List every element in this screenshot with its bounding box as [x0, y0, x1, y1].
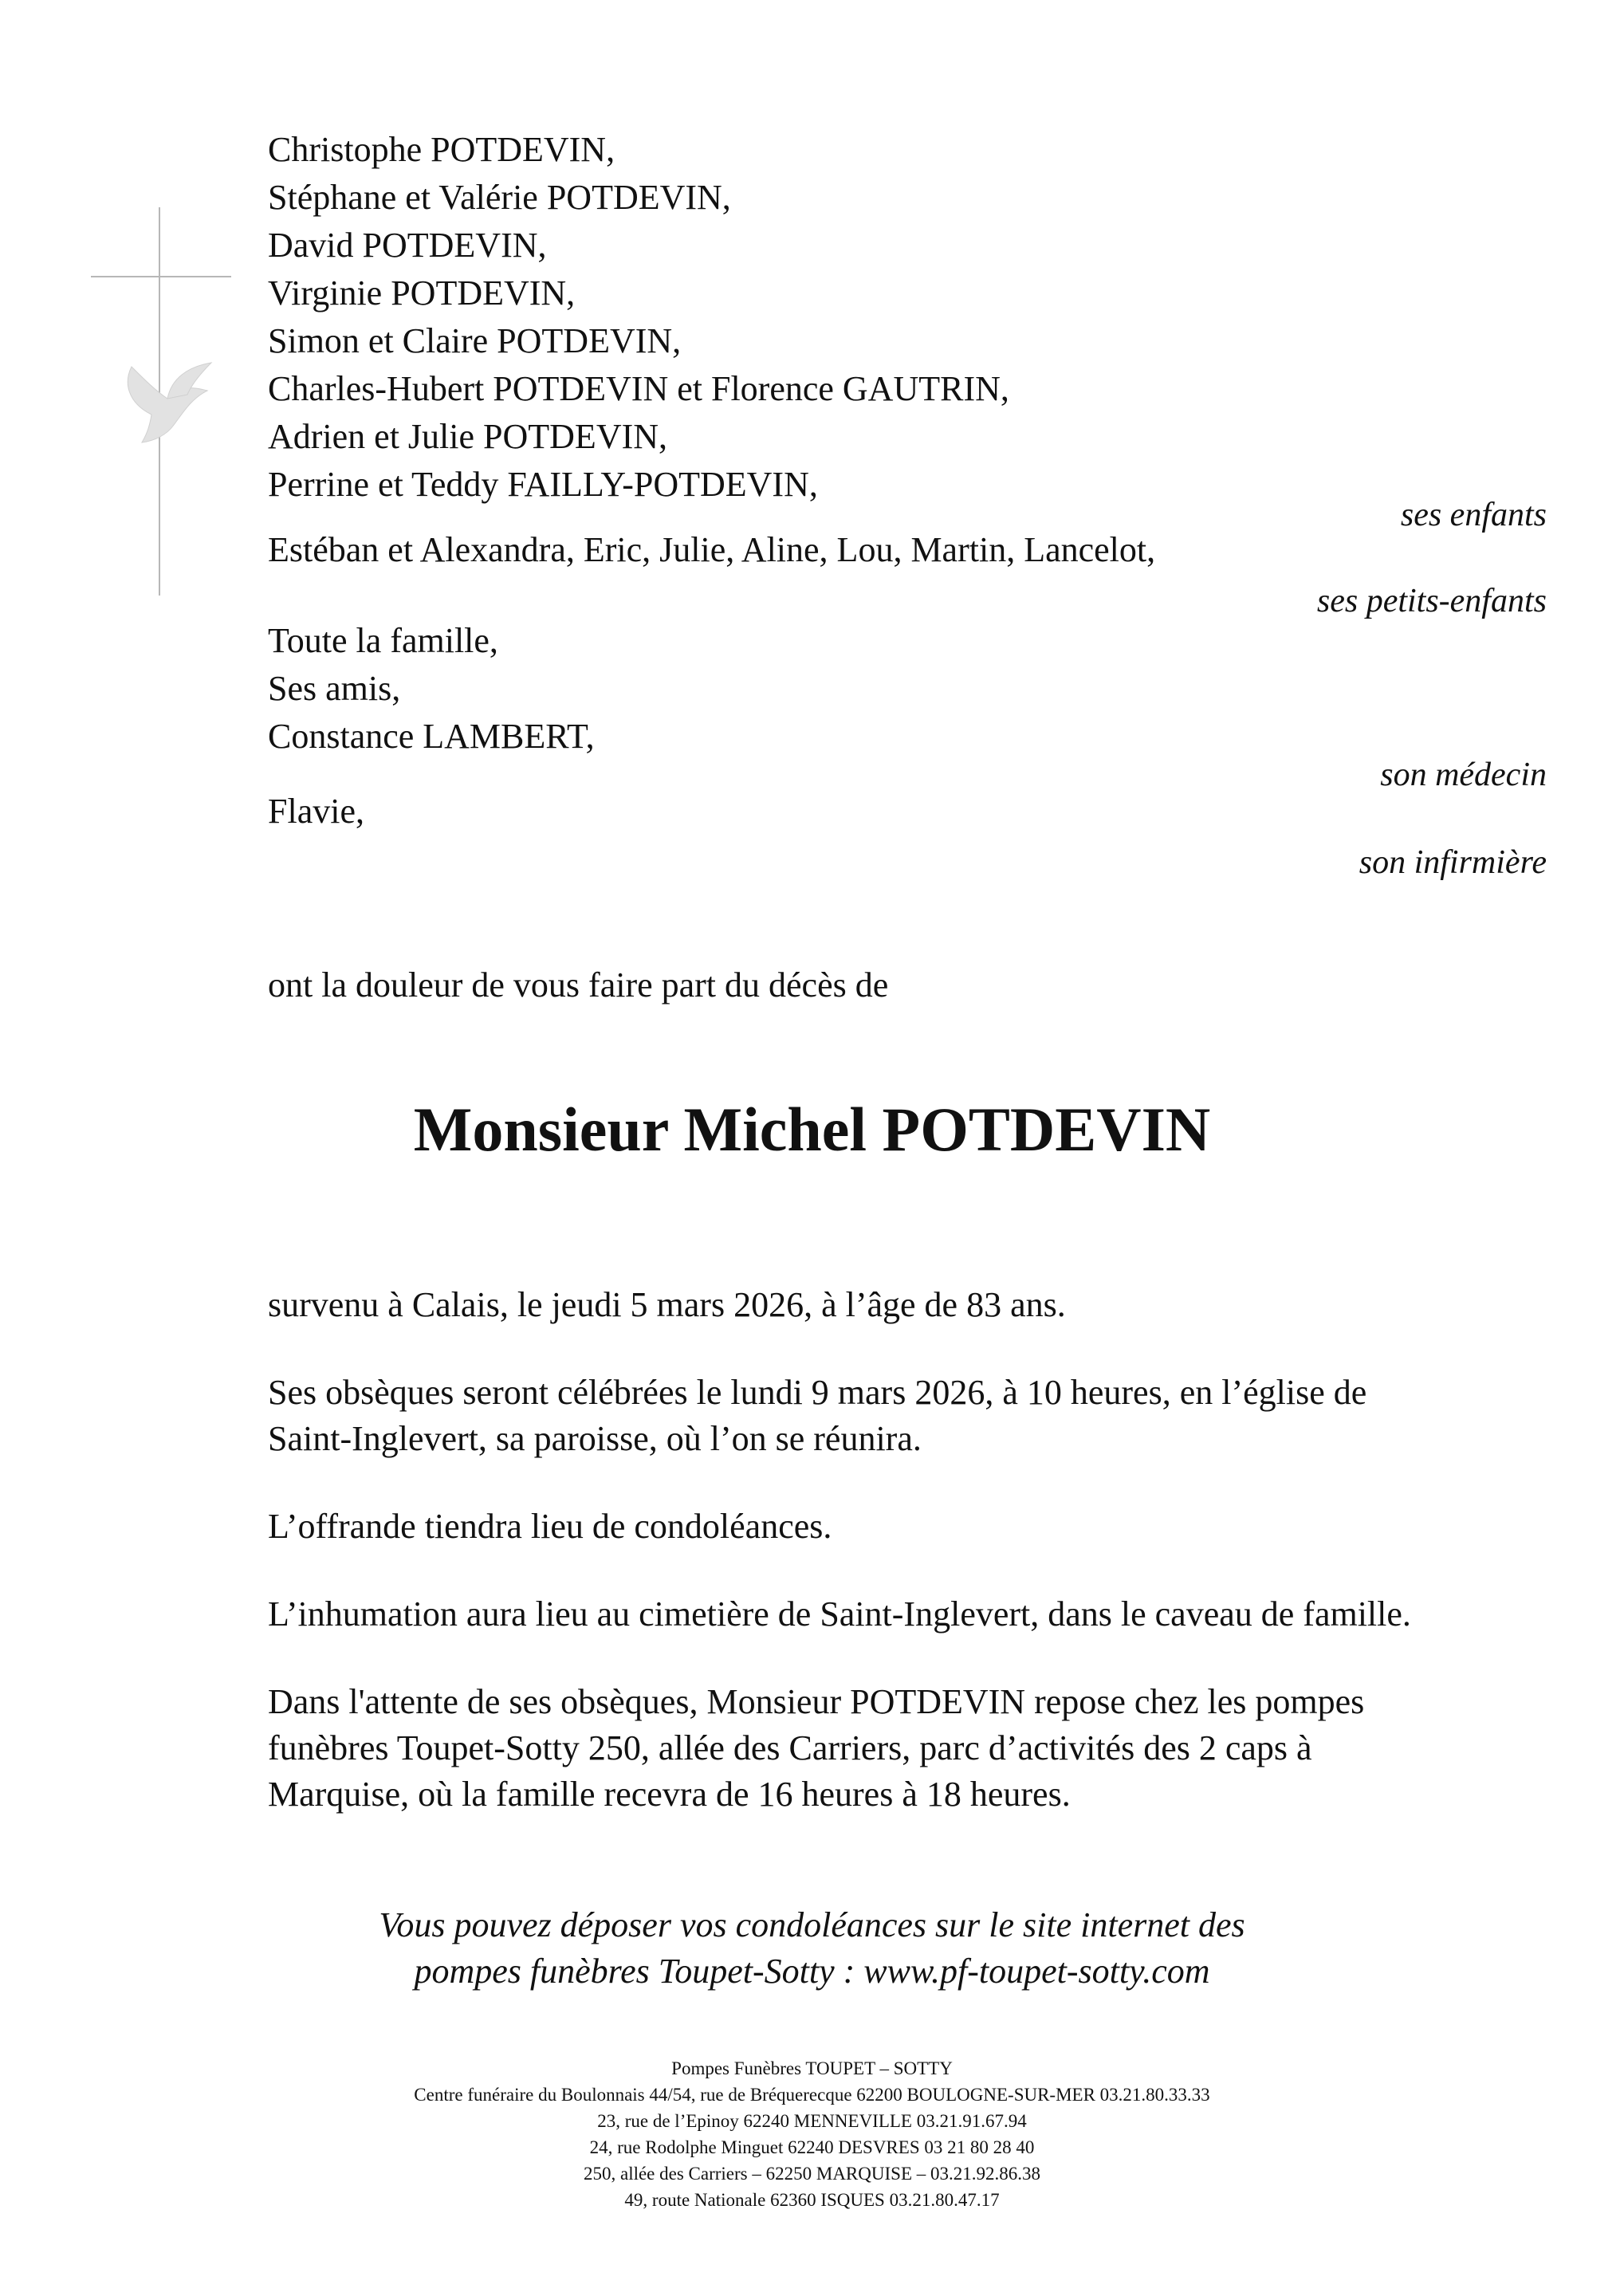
family-child-5: Simon et Claire POTDEVIN, — [268, 321, 682, 360]
grandchildren-list: Estéban et Alexandra, Eric, Julie, Aline, Lou, Martin, Lancelot, — [268, 530, 1156, 569]
viewing-line-3: Marquise, où la famille recevra de 16 heures à 18 heures. — [268, 1775, 1071, 1814]
family-other-3: Constance LAMBERT, — [268, 717, 595, 756]
burial-note: L’inhumation aura lieu au cimetière de Saint-Inglevert, dans le caveau de famille. — [268, 1594, 1411, 1634]
cross-dove-icon — [80, 203, 255, 602]
family-child-7: Adrien et Julie POTDEVIN, — [268, 417, 668, 456]
footer-address-3: 24, rue Rodolphe Minguet 62240 DESVRES 03 21 80 28 40 — [589, 2137, 1035, 2157]
offering-note: L’offrande tiendra lieu de condoléances. — [268, 1507, 832, 1546]
family-child-1: Christophe POTDEVIN, — [268, 130, 615, 169]
death-details: survenu à Calais, le jeudi 5 mars 2026, à l’âge de 83 ans. — [268, 1285, 1066, 1324]
nurse-name: Flavie, — [268, 792, 364, 831]
footer-company: Pompes Funèbres TOUPET – SOTTY — [671, 2058, 953, 2078]
grandchildren-role: ses petits-enfants — [1316, 583, 1547, 619]
deceased-name: Monsieur Michel POTDEVIN — [413, 1095, 1211, 1164]
condolences-line-1: Vous pouvez déposer vos condoléances sur le site internet des — [379, 1905, 1245, 1944]
family-other-2: Ses amis, — [268, 669, 401, 708]
family-other-1: Toute la famille, — [268, 621, 498, 660]
announcement-intro: ont la douleur de vous faire part du décès de — [268, 965, 889, 1005]
viewing-line-2: funèbres Toupet-Sotty 250, allée des Carriers, parc d’activités des 2 caps à — [268, 1728, 1312, 1767]
funeral-line-2: Saint-Inglevert, sa paroisse, où l’on se réunira. — [268, 1419, 922, 1458]
funeral-line-1: Ses obsèques seront célébrées le lundi 9 mars 2026, à 10 heures, en l’église de — [268, 1373, 1367, 1412]
footer-address-4: 250, allée des Carriers – 62250 MARQUISE – 03.21.92.86.38 — [583, 2164, 1040, 2184]
footer-address-1: Centre funéraire du Boulonnais 44/54, rue de Bréquerecque 62200 BOULOGNE-SUR-MER 03.21.80.33.33 — [414, 2085, 1210, 2105]
family-child-8: Perrine et Teddy FAILLY-POTDEVIN, — [268, 465, 818, 504]
family-child-4: Virginie POTDEVIN, — [268, 273, 576, 313]
children-role: ses enfants — [1400, 497, 1547, 533]
condolences-line-2: pompes funèbres Toupet-Sotty : www.pf-toupet-sotty.com — [414, 1952, 1210, 1991]
family-child-2: Stéphane et Valérie POTDEVIN, — [268, 178, 731, 217]
footer-address-5: 49, route Nationale 62360 ISQUES 03.21.80.47.17 — [624, 2190, 1000, 2210]
viewing-line-1: Dans l'attente de ses obsèques, Monsieur POTDEVIN repose chez les pompes — [268, 1682, 1365, 1721]
footer-address-2: 23, rue de l’Epinoy 62240 MENNEVILLE 03.21.91.67.94 — [597, 2111, 1027, 2131]
doctor-role: son médecin — [1380, 757, 1547, 793]
family-child-3: David POTDEVIN, — [268, 226, 547, 265]
nurse-role: son infirmière — [1359, 844, 1547, 881]
family-child-6: Charles-Hubert POTDEVIN et Florence GAUTRIN, — [268, 369, 1009, 408]
